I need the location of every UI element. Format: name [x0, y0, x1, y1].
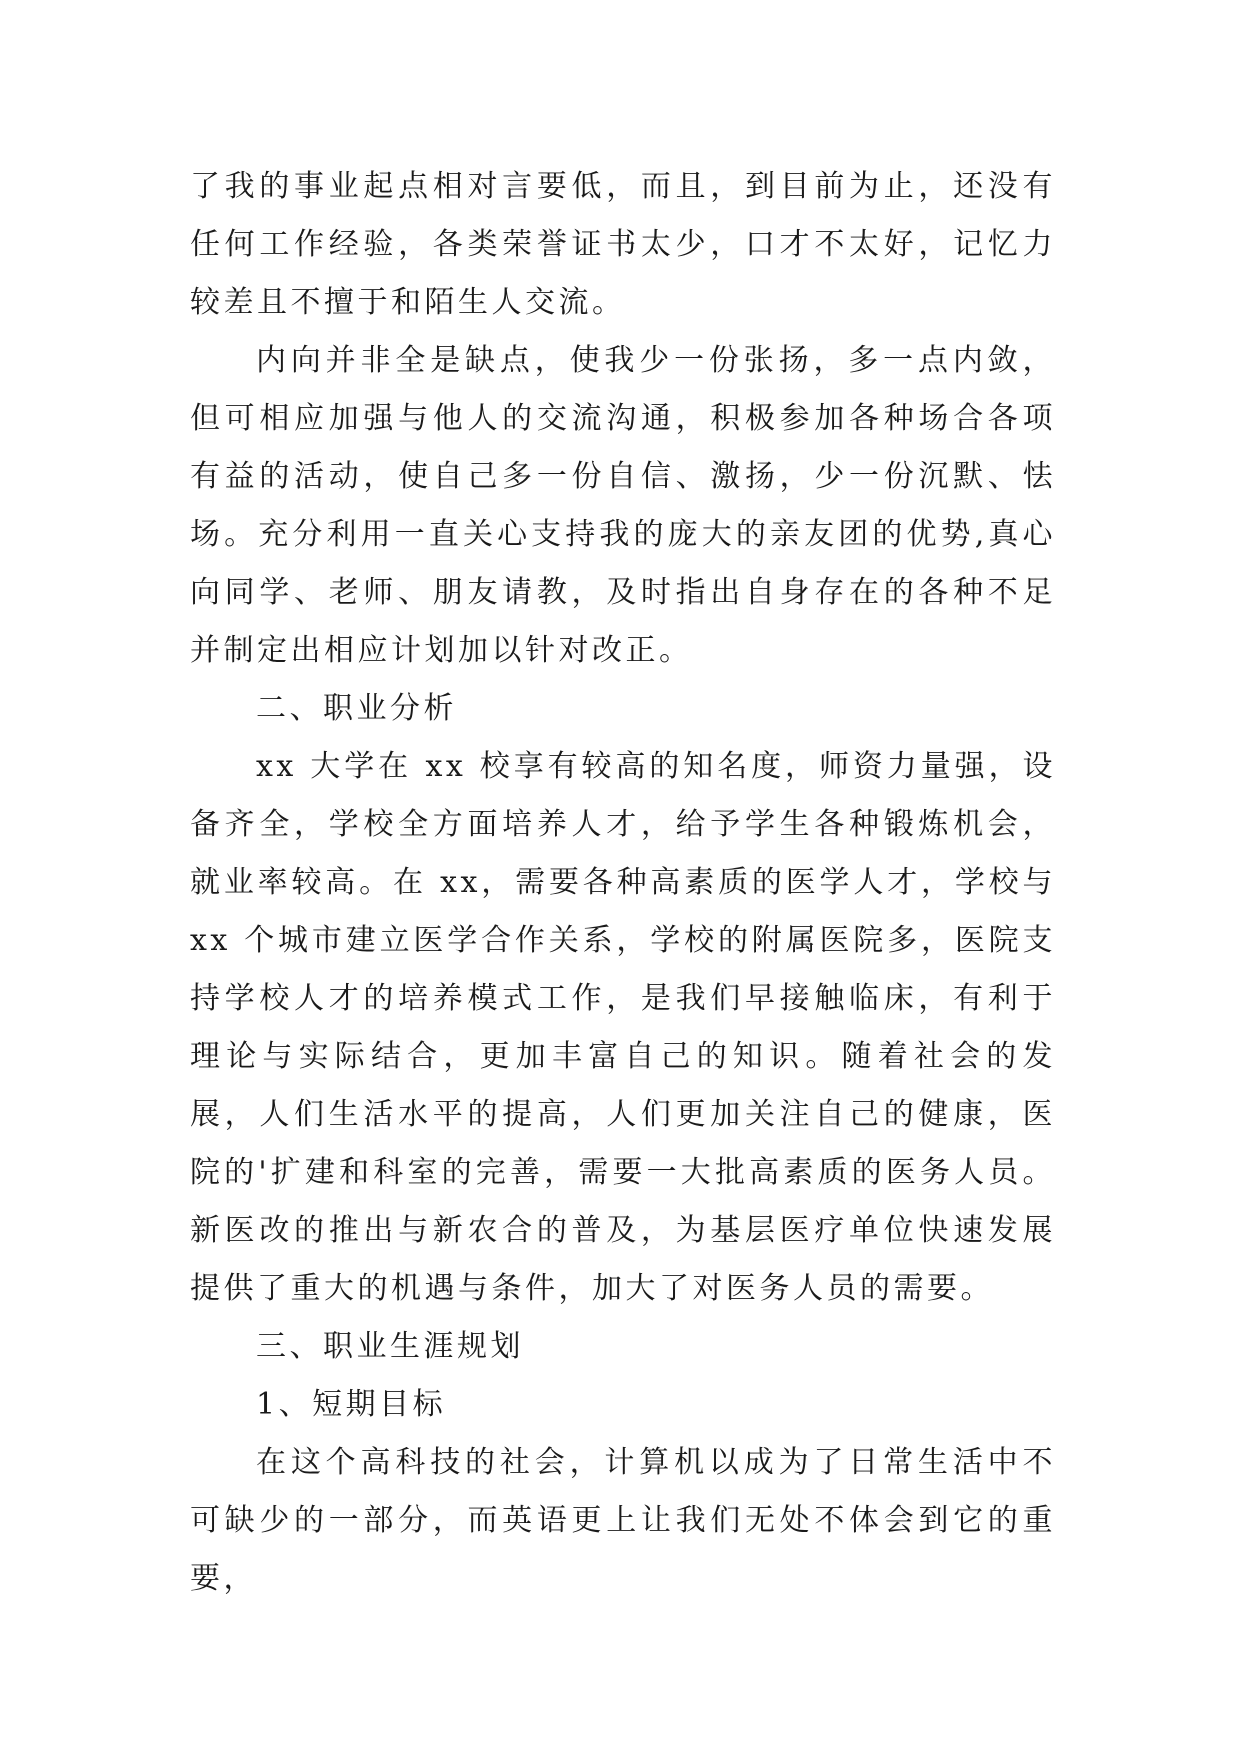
- paragraph-career-analysis: xx 大学在 xx 校享有较高的知名度，师资力量强，设备齐全，学校全方面培养人才，给予学生各种锻炼机会，就业率较高。在 xx，需要各种高素质的医学人才，学校与 xx 个城市建立医学合作关系，学校的附属医院多，医院支持学校人才的培养模式工作，是我们早接触临床，有利于理论与实际结合，更加丰富自己的知识。随着社会的发展，人们生活水平的提高，人们更加关注自己的健康，医院的'扩建和科室的完善，需要一大批高素质的医务人员。新医改的推出与新农合的普及，为基层医疗单位快速发展提供了重大的机遇与条件，加大了对医务人员的需要。: [190, 749, 1056, 1306]
- section-heading-career-analysis: 二、职业分析: [256, 691, 457, 726]
- subheading-short-term-goals: 1、短期目标: [256, 1387, 447, 1422]
- document-body: [190, 158, 1056, 1608]
- paragraph-continuation: 了我的事业起点相对言要低，而且，到目前为止，还没有任何工作经验，各类荣誉证书太少，口才不太好，记忆力较差且不擅于和陌生人交流。: [190, 169, 1056, 320]
- paragraph-introversion: 内向并非全是缺点，使我少一份张扬，多一点内敛，但可相应加强与他人的交流沟通，积极参加各种场合各项有益的活动，使自己多一份自信、激扬，少一份沉默、怯场。充分利用一直关心支持我的庞大的亲友团的优势,真心向同学、老师、朋友请教，及时指出自身存在的各种不足并制定出相应计划加以针对改正。: [190, 343, 1056, 668]
- paragraph-short-term-goals: 在这个高科技的社会，计算机以成为了日常生活中不可缺少的一部分，而英语更上让我们无处不体会到它的重要，: [190, 1445, 1056, 1596]
- section-heading-career-planning: 三、职业生涯规划: [256, 1329, 524, 1364]
